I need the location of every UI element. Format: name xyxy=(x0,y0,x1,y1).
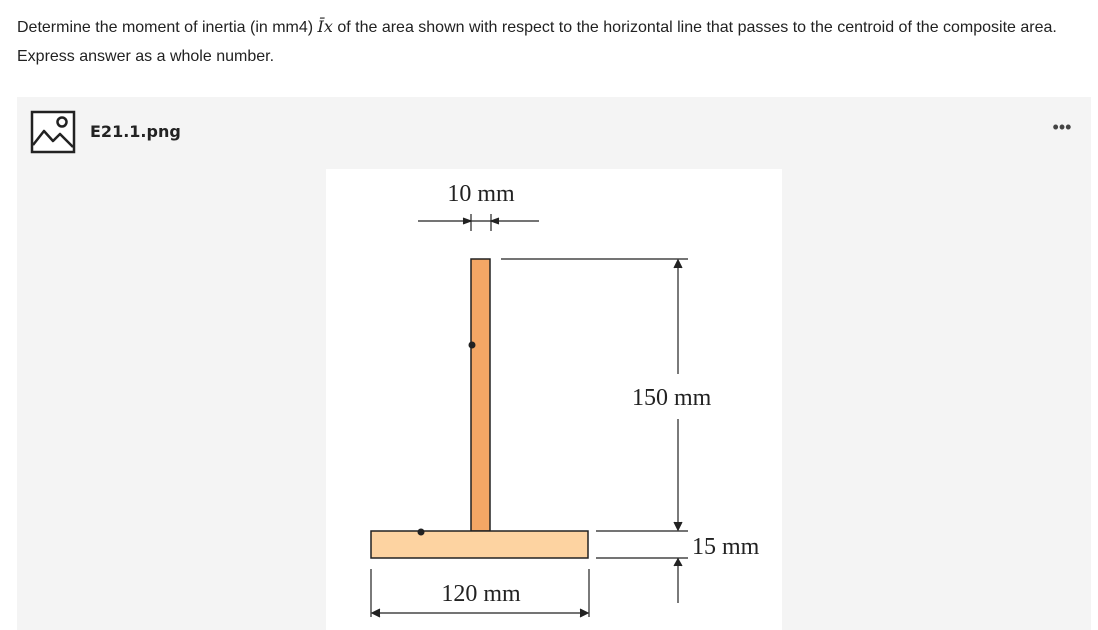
web-rectangle xyxy=(471,259,490,531)
more-options-button[interactable]: ••• xyxy=(1052,117,1072,137)
web-height-label: 150 mm xyxy=(632,385,712,411)
ix-bar-symbol: Īx xyxy=(317,17,333,36)
web-width-label: 10 mm xyxy=(447,181,515,207)
flange-thickness-label: 15 mm xyxy=(692,534,760,560)
question-text-before: Determine the moment of inertia (in mm4) xyxy=(17,19,318,36)
web-width-dimension xyxy=(418,214,539,231)
flange-rectangle xyxy=(371,531,588,558)
attachment-file-name[interactable]: E21.1.png xyxy=(90,122,181,141)
image-file-icon xyxy=(29,109,77,155)
image-attachment xyxy=(17,97,1091,630)
flange-centroid-dot xyxy=(418,529,425,536)
question-text xyxy=(17,12,1077,71)
question-text-after: of the area shown with respect to the horizontal line that passes to the centroid of the composite area. Express answer as a whole number. xyxy=(17,19,1057,65)
flange-thickness-dimension xyxy=(596,531,688,603)
flange-width-label: 120 mm xyxy=(441,581,521,607)
web-centroid-dot xyxy=(469,342,476,349)
t-section-figure xyxy=(326,169,782,630)
